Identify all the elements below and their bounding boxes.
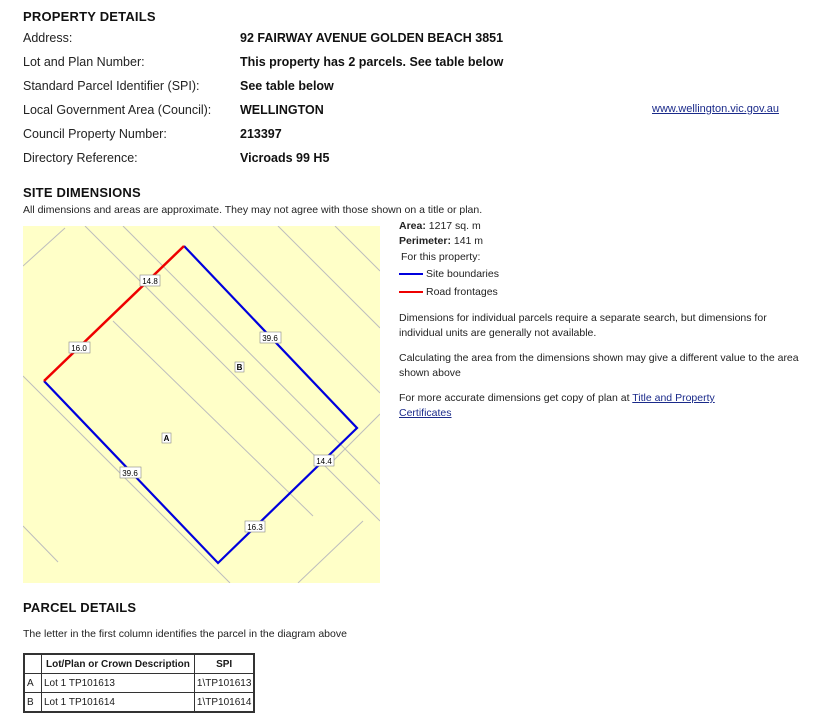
- council-value: WELLINGTON: [240, 103, 324, 117]
- svg-text:39.6: 39.6: [122, 469, 138, 478]
- perimeter-line: [399, 235, 483, 247]
- council-website-link[interactable]: www.wellington.vic.gov.au: [652, 103, 779, 115]
- legend-road-label: Road frontages: [426, 286, 498, 298]
- parcel-details-heading: PARCEL DETAILS: [23, 600, 137, 615]
- table-row: [24, 674, 254, 693]
- dimension-label: [69, 342, 90, 353]
- svg-text:A: A: [163, 434, 170, 443]
- dimension-label: [120, 467, 141, 478]
- dimension-label: [314, 455, 334, 466]
- for-this-property-label: For this property:: [401, 251, 481, 263]
- parcel-label-a: [162, 433, 171, 443]
- dimension-label: [245, 521, 265, 532]
- site-dimensions-heading: SITE DIMENSIONS: [23, 185, 141, 200]
- legend-site-label: Site boundaries: [426, 268, 499, 280]
- parcel-label-b: [235, 362, 244, 372]
- council-label: Local Government Area (Council):: [23, 103, 212, 117]
- title-property-certificates-link[interactable]: Title and Property Certificates: [399, 392, 715, 419]
- spi-label: Standard Parcel Identifier (SPI):: [23, 79, 200, 93]
- table-header-row: [24, 654, 254, 674]
- council-property-number-value: 213397: [240, 127, 282, 141]
- row-spi: 1\TP101613: [194, 674, 254, 693]
- council-property-number-label: Council Property Number:: [23, 127, 167, 141]
- lot-plan-value: This property has 2 parcels. See table below: [240, 55, 504, 69]
- dimension-label: [260, 332, 281, 343]
- svg-text:16.3: 16.3: [247, 523, 263, 532]
- site-map-svg: [23, 226, 380, 583]
- row-description: Lot 1 TP101614: [42, 693, 195, 713]
- svg-text:14.8: 14.8: [142, 277, 158, 286]
- map-background: [23, 226, 380, 583]
- legend-road-frontages: [399, 286, 498, 298]
- address-label: Address:: [23, 31, 73, 45]
- perimeter-label: Perimeter:: [399, 235, 451, 247]
- property-details-heading: PROPERTY DETAILS: [23, 9, 156, 24]
- area-label: Area:: [399, 220, 426, 232]
- table-header-description: Lot/Plan or Crown Description: [42, 654, 195, 674]
- directory-reference-label: Directory Reference:: [23, 151, 138, 165]
- parcel-table: [23, 653, 255, 713]
- area-note-paragraph: Calculating the area from the dimensions shown may give a different value to the area shown above: [399, 352, 799, 379]
- site-map: [23, 226, 380, 583]
- table-header-spi: SPI: [194, 654, 254, 674]
- area-line: [399, 220, 481, 232]
- area-value: 1217 sq. m: [428, 220, 481, 232]
- plan-copy-paragraph: [399, 391, 759, 421]
- table-row: [24, 693, 254, 713]
- parcel-details-note: The letter in the first column identifies the parcel in the diagram above: [23, 628, 347, 640]
- dimension-label: [140, 275, 160, 286]
- plan-copy-text: For more accurate dimensions get copy of plan at: [399, 392, 633, 404]
- svg-text:16.0: 16.0: [71, 344, 87, 353]
- row-spi: 1\TP101614: [194, 693, 254, 713]
- legend-site-boundaries: [399, 268, 499, 280]
- address-value: 92 FAIRWAY AVENUE GOLDEN BEACH 3851: [240, 31, 504, 45]
- row-id: A: [24, 674, 42, 693]
- legend-red-line: [399, 291, 423, 293]
- spi-value: See table below: [240, 79, 334, 93]
- dimensions-note-paragraph: Dimensions for individual parcels require a separate search, but dimensions for individual units are generally not available.: [399, 312, 767, 339]
- perimeter-value: 141 m: [453, 235, 484, 247]
- legend-blue-line: [399, 273, 423, 275]
- lot-plan-label: Lot and Plan Number:: [23, 55, 145, 69]
- site-dimensions-note: All dimensions and areas are approximate. They may not agree with those shown on a title or plan.: [23, 204, 483, 216]
- row-description: Lot 1 TP101613: [42, 674, 195, 693]
- svg-text:39.6: 39.6: [262, 334, 278, 343]
- table-header-id: [24, 654, 42, 674]
- directory-reference-value: Vicroads 99 H5: [240, 151, 330, 165]
- svg-text:B: B: [236, 363, 243, 372]
- row-id: B: [24, 693, 42, 713]
- svg-text:14.4: 14.4: [316, 457, 332, 466]
